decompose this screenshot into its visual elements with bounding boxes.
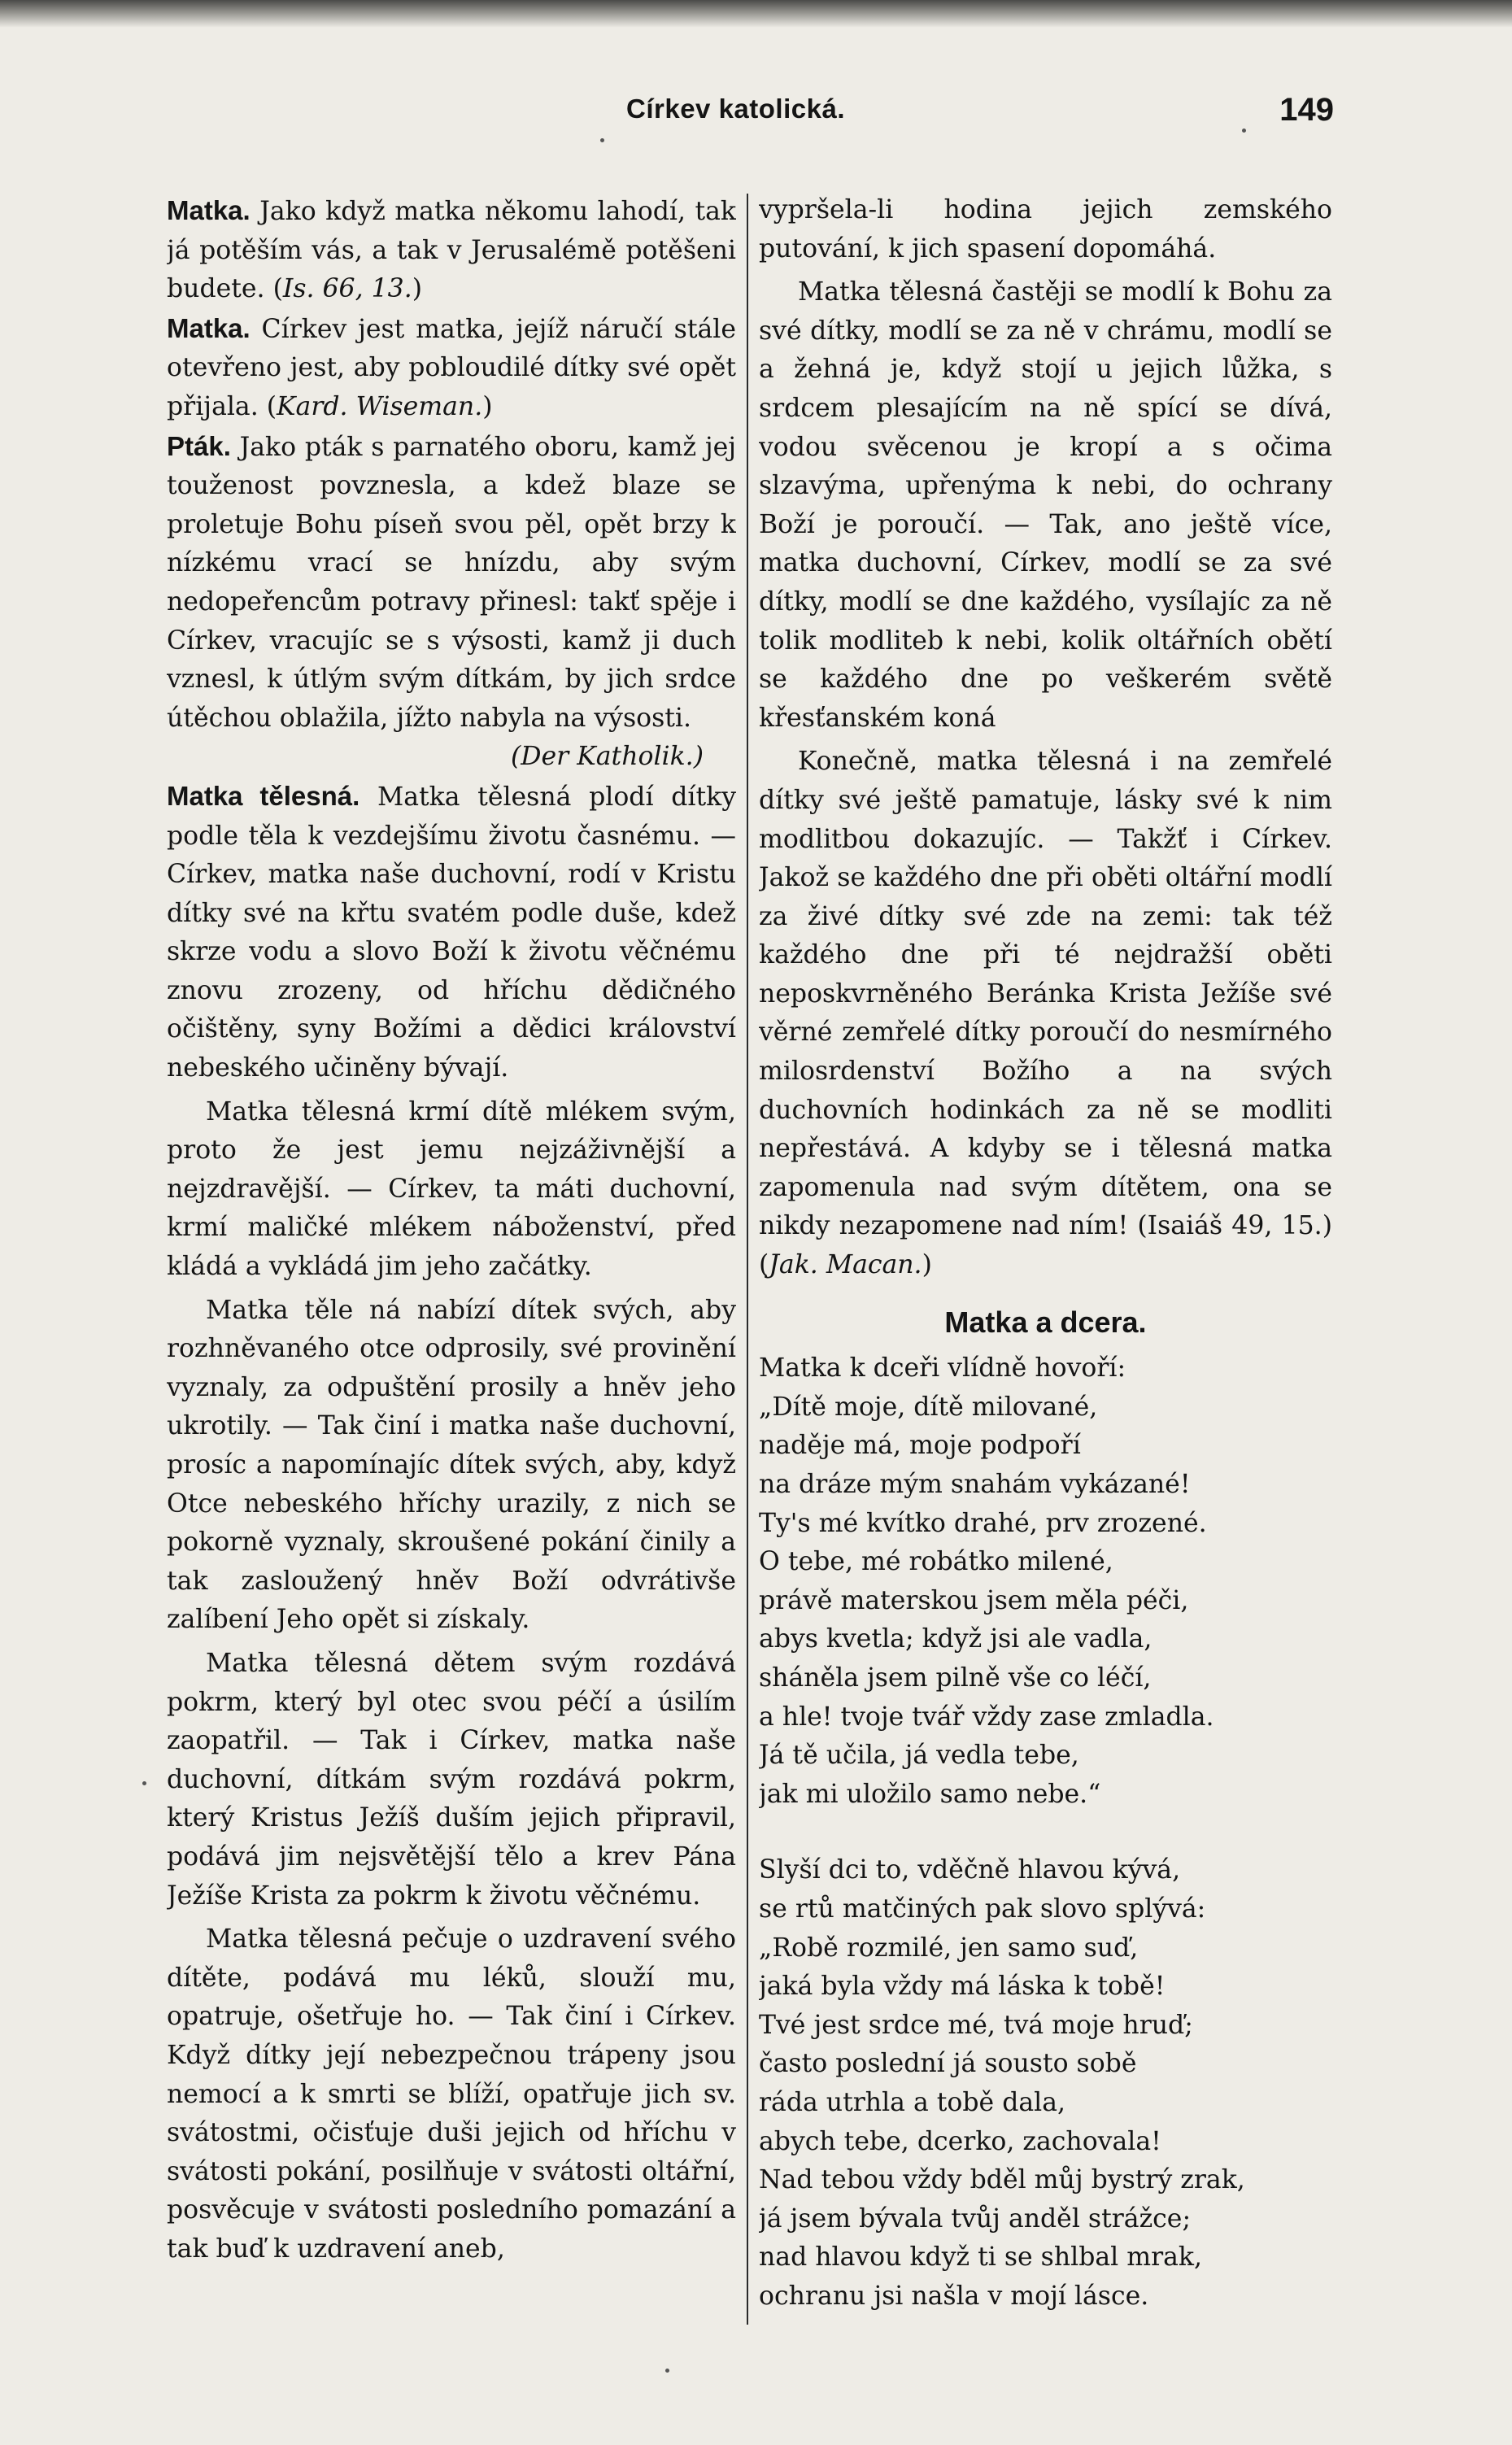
verse-line: nad hlavou když ti se shlbal mrak, (759, 2242, 1203, 2273)
entry-heading: Matka. (167, 195, 251, 225)
verse-line: se rtů matčiných pak slovo splývá: (759, 1894, 1206, 1924)
verse-line: O tebe, mé robátko milené, (759, 1547, 1113, 1577)
verse-line: Nad tebou vždy bděl můj bystrý zrak, (759, 2165, 1245, 2195)
scan-edge (0, 0, 1512, 28)
verse-line: Já tě učila, já vedla tebe, (759, 1741, 1079, 1771)
paragraph-matka-telesna (167, 777, 736, 1088)
stanza-2 (759, 1851, 1332, 2316)
paragraph-text: Jako pták s parnatého oboru, kamž jej touženost povznesla, a kdež blaze se proletuje Bohu píseň svou pěl, opět brzy k nízkému vrací se hnízdu, aby svým nedopeřencům potravy přinesl: takť spěje i Církev, vracujíc se s výsosti, kamž ji duch vznesl, k útlým svým dítkám, by jich srdce útěchou oblažila, jížto nabyla na výsosti. (167, 432, 736, 733)
citation: Kard. Wiseman. (277, 391, 483, 421)
verse-line: Ty's mé kvítko drahé, prv zrozené. (759, 1508, 1207, 1538)
entry-heading: Matka tělesná. (167, 780, 360, 811)
scan-speck (1242, 129, 1246, 133)
citation-close: ) (482, 391, 493, 421)
citation: Jak. Macan. (769, 1250, 922, 1280)
stanza-1 (759, 1388, 1332, 1815)
paragraph-text: Církev jest matka, jejíž náručí stále otevřeno jest, aby pobloudilé dítky své opět přijala. ( (167, 314, 736, 421)
verse-line: „Robě rozmilé, jen samo suď, (759, 1933, 1139, 1963)
citation-close: ) (412, 274, 423, 304)
entry-heading: Matka. (167, 312, 251, 343)
verse-line: „Dítě moje, dítě milované, (759, 1392, 1098, 1422)
scan-speck (665, 2369, 669, 2373)
paragraph-konecne (759, 743, 1332, 1284)
verse-line: ochranu jsi našla v mojí lásce. (759, 2281, 1149, 2311)
verse-line: abys kvetla; když jsi ale vadla, (759, 1624, 1153, 1654)
scan-speck (142, 1781, 146, 1785)
paragraph-uzdraveni: Matka tělesná pečuje o uzdravení svého dítěte, podává mu léků, slouží mu, opatruje, ošetřuje ho. — Tak činí i Církev. Když dítky její nebezpečnou trápeny jsou nemocí a k smrti se blíží, opatřuje jich sv. svátostmi, očisťuje duši jejich od hříchu v svátosti pokání, posilňuje v svátosti oltářní, posvěcuje v svátosti posledního pomazání a tak buď k uzdravení aneb, (167, 1924, 736, 2264)
section-title: Matka a dcera. (944, 1305, 1147, 1339)
verse-line: abych tebe, dcerko, zachovala! (759, 2126, 1161, 2156)
verse-line: ráda utrhla a tobě dala, (759, 2087, 1066, 2117)
verse-line: Slyší dci to, vděčně hlavou kývá, (759, 1855, 1181, 1885)
verse-line: jaká byla vždy má láska k tobě! (759, 1972, 1166, 2002)
poem (759, 1349, 1332, 2316)
verse-line: sháněla jsem pilně vše co léčí, (759, 1663, 1152, 1693)
page-header (626, 94, 1334, 134)
citation: (Der Katholik.) (510, 742, 704, 772)
verse-line: právě materskou jsem měla péči, (759, 1585, 1189, 1615)
paragraph-matka-1 (167, 191, 736, 309)
paragraph-text: Konečně, matka tělesná i na zemřelé dítky své ještě pamatuje, lásky své k nim modlitbou dokazujíc. — Takžť i Církev. Jakož se každého dne při oběti oltářní modlí za živé dítky své zde na zemi: tak též každého dne při té nejdražší oběti neposkvrněného Beránka Krista Ježíše své věrné zemřelé dítky poroučí do nesmírného milosrdenství Božího a na svých duchovních hodinkách za ně se modliti nepřestává. A kdyby se i tělesná matka zapomenula nad svým dítětem, ona se nikdy nezapomene nad ním! (Isaiáš 49, 15.) ( (759, 747, 1332, 1280)
paragraph-matka-2 (167, 309, 736, 427)
left-column (167, 191, 736, 2338)
verse-line: na dráze mým snahám vykázané! (759, 1470, 1191, 1499)
verse-line: Tvé jest srdce mé, tvá moje hruď; (759, 2010, 1193, 2040)
paragraph-pokrm: Matka tělesná dětem svým rozdává pokrm, který byl otec svou péčí a úsilím zaopatřil. — Tak i Církev, matka naše duchovní, dítkám svým rozdává pokrm, který Kristus Ježíš duším jejich připravil, podává jim nejsvětější tělo a krev Pána Ježíše Krista za pokrm k životu věčnému. (167, 1648, 736, 1911)
paragraph-modli: Matka tělesná častěji se modlí k Bohu za své dítky, modlí se za ně v chrámu, modlí se a žehná je, když stojí u jejich lůžka, s srdcem plesajícím na ně spící se dívá, vodou svěcenou je kropí a s očima slzavýma, upřenýma k nebi, do ochrany Boží je poroučí. — Tak, ano ještě více, matka duchovní, Církev, modlí se za své dítky, modlí se dne každého, vysílajíc za ně tolik modliteb k nebi, kolik oltářních obětí se každého dne po veškerém světě křesťanském koná (759, 277, 1332, 733)
verse-line: a hle! tvoje tvář vždy zase zmladla. (759, 1702, 1214, 1732)
column-rule (747, 194, 748, 2325)
paragraph-text: Matka tělesná plodí dítky podle těla k vezdejšímu životu časnému. — Církev, matka naše duchovní, rodí v Kristu dítky své na křtu svatém podle duše, kdež skrze vodu a slovo Boží k životu věčnému znovu zrozeny, od hříchu dědičného očištěny, syny Božími a dědici království nebeského učiněny bývají. (167, 782, 736, 1083)
citation-close: ) (922, 1250, 932, 1280)
verse-line: já jsem bývala tvůj anděl strážce; (759, 2203, 1192, 2234)
verse-line: jak mi uložilo samo nebe.“ (759, 1779, 1101, 1809)
verse-line: často poslední já sousto sobě (759, 2049, 1137, 2079)
paragraph-nabizi: Matka těle ná nabízí dítek svých, aby rozhněvaného otce odprosily, své provinění vyznaly, za odpuštění prosily a hněv jeho ukrotily. — Tak činí i matka naše duchovní, prosíc a napomínajíc dítek svých, aby, když Otce nebeského hříchy urazily, z nich se pokorně vyznaly, skroušené pokání činily a tak zasloužený hněv Boží odvrátivše zalíbení Jeho opět si získaly. (167, 1295, 736, 1635)
page-number: 149 (1279, 92, 1334, 128)
verse-intro: Matka k dceři vlídně hovoří: (759, 1353, 1126, 1384)
entry-heading: Pták. (167, 430, 231, 461)
paragraph-ptak (167, 427, 736, 772)
paragraph-continuation: vypršela-li hodina jejich zemského putování, k jich spasení dopomáhá. (759, 195, 1332, 264)
running-head: Církev katolická. (626, 94, 845, 124)
right-column (759, 191, 1332, 2338)
scan-speck (600, 138, 604, 142)
paragraph-krmi: Matka tělesná krmí dítě mlékem svým, proto že jest jemu nejzáživnější a nejzdravější. — Církev, ta máti duchovní, krmí maličké mlékem náboženství, před kládá a vykládá jim jeho začátky. (167, 1096, 736, 1282)
stanza-gap (759, 1814, 1332, 1851)
verse-line: naděje má, moje podpoří (759, 1431, 1081, 1461)
paragraph-text: Jako když matka někomu lahodí, tak já potěším vás, a tak v Jerusalémě potěšeni budete. ( (167, 197, 736, 304)
citation: Is. 66, 13. (282, 274, 412, 304)
